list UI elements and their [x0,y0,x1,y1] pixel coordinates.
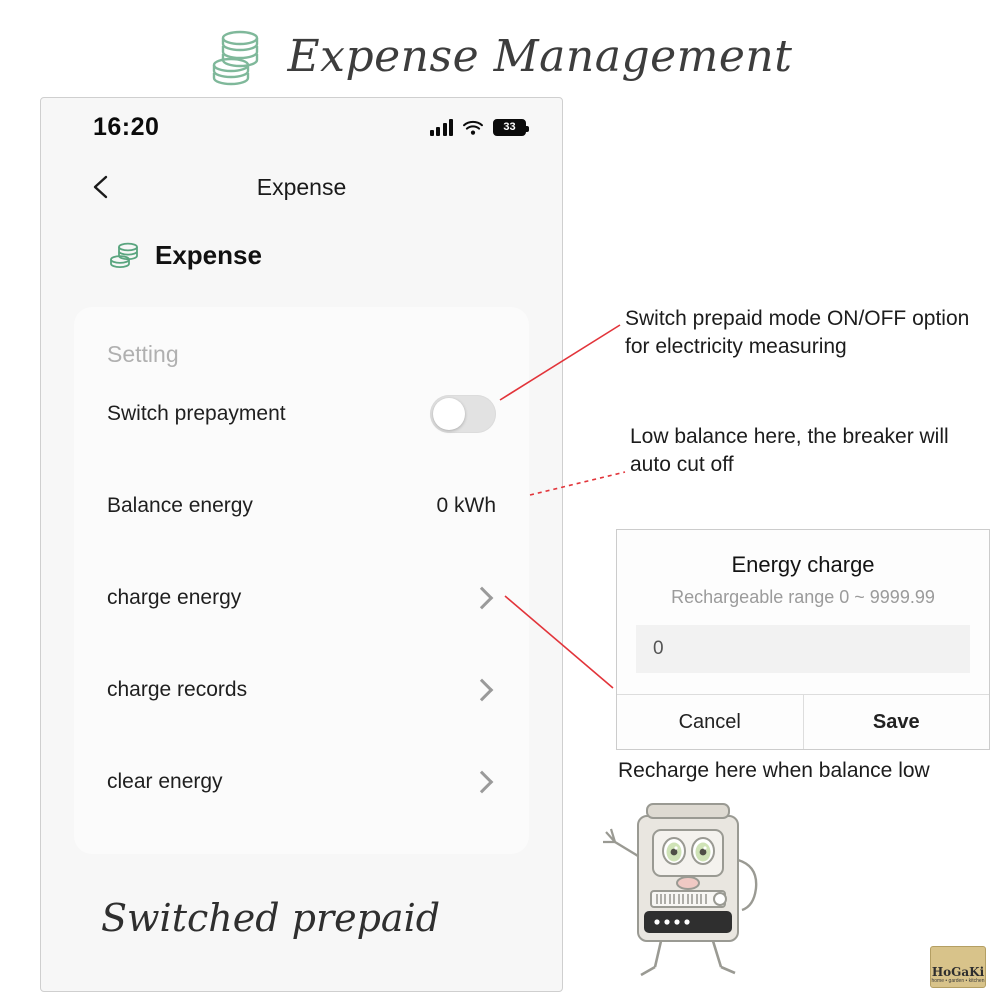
status-icons [430,119,527,136]
energy-charge-dialog [616,529,990,750]
dialog-title: Energy charge [731,552,875,577]
section-title: Expense [155,240,262,270]
brand-logo [930,946,986,988]
nav-title: Expense [256,173,347,200]
status-time: 16:20 [93,112,160,141]
row-label: charge records [107,678,248,701]
row-charge-energy[interactable] [74,552,529,644]
chevron-right-icon [471,679,494,702]
row-label: clear energy [107,770,223,793]
row-label: Balance energy [107,494,253,517]
back-chevron-icon[interactable] [89,174,115,200]
meter-mascot-illustration [575,790,805,990]
settings-card [74,307,529,854]
chevron-right-icon [471,587,494,610]
cancel-button[interactable]: Cancel [617,695,804,749]
wifi-icon [462,119,484,136]
toggle-knob [433,398,465,430]
page-header [0,18,1000,94]
nav-bar [41,156,562,218]
page-title: Expense Management [287,30,793,82]
status-bar [41,98,562,156]
brand-tagline: home • garden • kitchen [931,978,985,984]
dialog-subtitle: Rechargeable range 0 ~ 9999.99 [671,587,935,607]
chevron-right-icon [471,771,494,794]
row-label: Switch prepayment [107,402,286,425]
annotation-recharge: Recharge here when balance low [618,759,930,782]
row-charge-records[interactable] [74,644,529,736]
charge-amount-input[interactable]: 0 [636,625,970,673]
annotation-toggle: Switch prepaid mode ON/OFF option for electricity measuring [625,307,970,359]
balance-energy-value: 0 kWh [436,494,496,517]
coins-icon [109,241,141,271]
phone-footer-caption: Switched prepaid [101,896,441,940]
row-balance-energy [74,460,529,552]
battery-level: 33 [503,120,516,133]
battery-icon [493,119,526,136]
annotation-balance: Low balance here, the breaker will auto cut off [630,425,949,477]
coins-icon [208,25,270,87]
cellular-signal-icon [430,119,454,136]
save-button[interactable]: Save [872,710,920,733]
card-title: Setting [107,341,179,367]
section-heading [41,218,562,271]
row-label: charge energy [107,586,242,609]
switch-prepayment-toggle[interactable] [430,395,496,433]
phone-mockup [40,97,563,992]
row-switch-prepayment[interactable] [74,368,529,460]
brand-name: HoGaKi [931,965,985,979]
dialog-actions [617,694,989,749]
row-clear-energy[interactable] [74,736,529,828]
